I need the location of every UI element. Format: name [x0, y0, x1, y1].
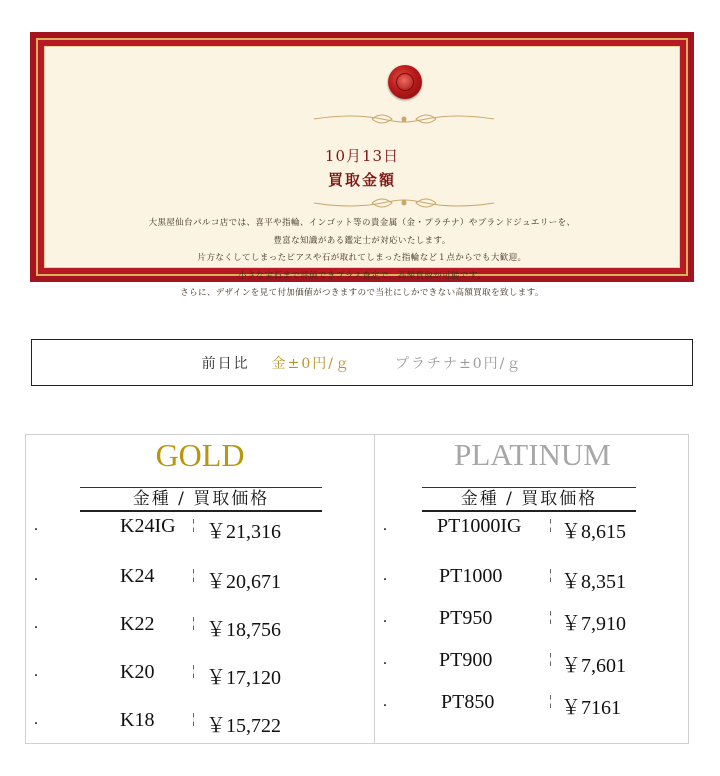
platinum-price: ￥7161: [561, 697, 621, 719]
dot-bullet: .: [34, 711, 38, 728]
broken-bar-separator: ¦: [192, 663, 196, 679]
gold-change: 金±0円/ｇ: [271, 355, 351, 372]
banner-line: 大黒屋仙台パルコ店では、喜平や指輪、インゴット等の貴金属（金・プラチナ）やブランドジュエリーを、: [148, 218, 576, 228]
broken-bar-separator: ¦: [549, 651, 553, 667]
gold-price: ￥21,316: [206, 521, 281, 543]
platinum-title: PLATINUM: [454, 437, 611, 472]
gold-price: ￥20,671: [206, 571, 281, 593]
banner-title: 買取金額: [327, 171, 396, 189]
dot-bullet: .: [383, 609, 387, 626]
gold-price: ￥17,120: [206, 667, 281, 689]
platinum-subtitle: 金種 / 買取価格: [422, 487, 636, 512]
wax-seal-icon: [388, 65, 422, 99]
gold-price: ￥18,756: [206, 619, 281, 641]
platinum-price-row: [375, 605, 690, 633]
dot-bullet: .: [383, 651, 387, 668]
gold-grade: K20: [120, 661, 155, 683]
platinum-price-row: [375, 513, 690, 541]
banner-date: 10月13日: [324, 147, 400, 165]
dot-bullet: .: [34, 615, 38, 632]
banner-description: [105, 215, 619, 303]
platinum-price-row: [375, 689, 690, 717]
ornament-flourish-icon: [312, 195, 496, 211]
platinum-grade: PT850: [441, 691, 495, 713]
purchase-price-banner: [30, 32, 694, 298]
gold-price-row: [26, 513, 374, 541]
broken-bar-separator: ¦: [549, 517, 553, 533]
platinum-change: プラチナ±0円/ｇ: [395, 355, 523, 372]
banner-gold-border: [36, 38, 688, 298]
gold-subtitle: 金種 / 買取価格: [80, 487, 322, 512]
dot-bullet: .: [34, 567, 38, 584]
broken-bar-separator: ¦: [549, 693, 553, 709]
banner-line: 片方なくしてしまったピアスや石が取れてしまった指輪など１点からでも大歓迎。: [197, 253, 527, 263]
broken-bar-separator: ¦: [549, 609, 553, 625]
banner-line: 小さな宝石まで評価できプラス査定で、高額買取が可能です。: [237, 270, 487, 281]
gold-price-row: [26, 707, 374, 735]
day-change-label: 前日比: [201, 355, 250, 372]
broken-bar-separator: ¦: [192, 615, 196, 631]
gold-grade: K22: [120, 613, 155, 635]
platinum-price: ￥8,351: [561, 571, 626, 593]
gold-price-row: [26, 611, 374, 639]
platinum-grade: PT1000: [439, 565, 503, 587]
gold-title: GOLD: [155, 437, 245, 473]
platinum-price-row: [375, 647, 690, 675]
gold-price-row: [26, 563, 374, 591]
banner-line: さらに、デザインを見て付加価値がつきますので当社にしかできない高額買取を致します。: [180, 288, 544, 298]
price-table: [25, 434, 689, 744]
gold-price-row: [26, 659, 374, 687]
platinum-grade: PT900: [439, 649, 493, 671]
day-change-box: [31, 339, 693, 386]
dot-bullet: .: [383, 567, 387, 584]
dot-bullet: .: [34, 517, 38, 534]
broken-bar-separator: ¦: [549, 567, 553, 583]
platinum-price: ￥8,615: [561, 521, 626, 543]
gold-column: [26, 435, 374, 743]
ornament-flourish-icon: [312, 111, 496, 127]
platinum-column: [375, 435, 690, 743]
dot-bullet: .: [34, 663, 38, 680]
broken-bar-separator: ¦: [192, 517, 196, 533]
broken-bar-separator: ¦: [192, 567, 196, 583]
platinum-price: ￥7,601: [561, 655, 626, 677]
platinum-price: ￥7,910: [561, 613, 626, 635]
platinum-price-row: [375, 563, 690, 591]
platinum-grade: PT1000IG: [437, 515, 522, 537]
banner-paper: [44, 46, 680, 298]
gold-grade: K24IG: [120, 515, 176, 537]
gold-price: ￥15,722: [206, 715, 281, 737]
gold-grade: K18: [120, 709, 155, 731]
gold-grade: K24: [120, 565, 155, 587]
dot-bullet: .: [383, 517, 387, 534]
broken-bar-separator: ¦: [192, 711, 196, 727]
platinum-grade: PT950: [439, 607, 493, 629]
dot-bullet: .: [383, 693, 387, 710]
banner-line: 豊富な知識がある鑑定士が対応いたします。: [273, 235, 451, 246]
